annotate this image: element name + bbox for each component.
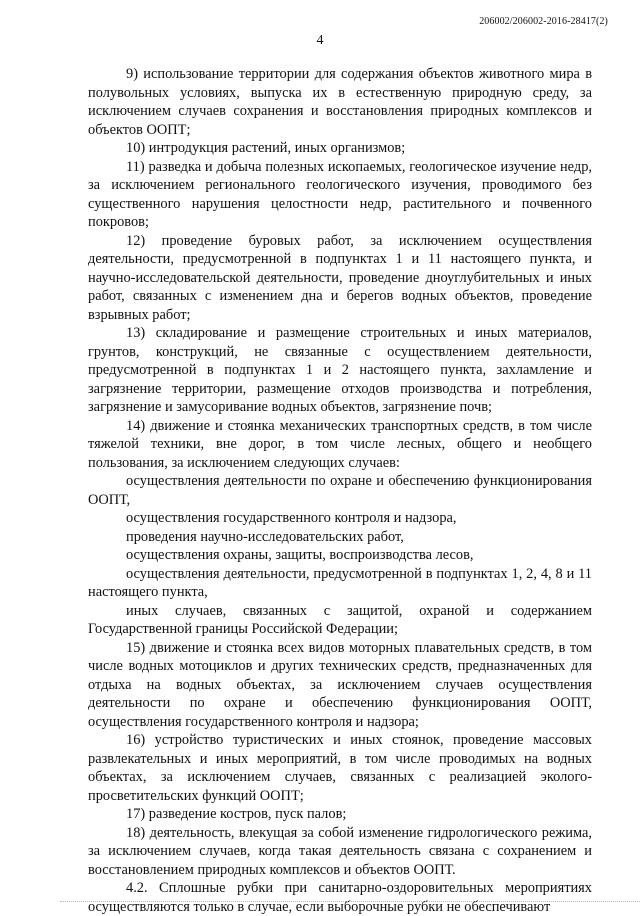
- exception-research: проведения научно-исследовательских работ,: [126, 528, 404, 545]
- exception-state-control: осуществления государственного контроля и надзора,: [126, 510, 457, 526]
- paragraph-item-11: 11) разведка и добыча полезных ископаемых, геологическое изучение недр, за исключением регионального геологического изучения, проводимого без существенного нарушения целостности недр, растительного и почвенного покровов;: [88, 158, 592, 230]
- paragraph-item-14: 14) движение и стоянка механических транспортных средств, в том числе тяжелой техники, вне дорог, в том числе лесных, общего и необщего пользования, за исключением следующих случаев:: [88, 417, 592, 471]
- paragraph-item-13: 13) складирование и размещение строительных и иных материалов, грунтов, конструкций, не связанные с осуществлением деятельности, предусмотренной в подпунктах 1 и 2 настоящего пункта, захламление и загрязнение территории, размещение отходов производства и потребления, загрязнение и замусоривание водных объектов, загрязнение почв;: [88, 325, 592, 415]
- scan-bottom-edge: [60, 901, 640, 903]
- paragraph-item-15: 15) движение и стоянка всех видов моторных плавательных средств, в том числе водных мотоциклов и других технических средств, предназначенных для отдыха на водных объектах, за исключением случаев осуществления деятельности по охране и обеспечению функционирования ООПТ, осуществления государственного контроля и надзора;: [88, 639, 592, 730]
- exception-forest-protection: осуществления охраны, защиты, воспроизводства лесов,: [126, 547, 474, 563]
- document-code: 206002/206002-2016-28417(2): [479, 16, 608, 27]
- exception-subparagraph-activities: осуществления деятельности, предусмотренной в подпунктах 1, 2, 4, 8 и 11 настоящего пункта,: [88, 565, 592, 600]
- paragraph-item-12: 12) проведение буровых работ, за исключением осуществления деятельности, предусмотренной в подпунктах 1 и 11 настоящего пункта, и научно-исследовательской деятельности, проведение дноуглубительных и иных работ, связанных с изменением дна и берегов водных объектов, проведение взрывных работ;: [88, 232, 592, 323]
- paragraph-item-16: 16) устройство туристических и иных стоянок, проведение массовых развлекательных и иных мероприятий, в том числе проводимых на водных объектах, за исключением случаев, связанных с реализацией эколого-просветительских функций ООПТ;: [88, 732, 592, 804]
- paragraph-item-10: 10) интродукция растений, иных организмов;: [126, 140, 406, 156]
- paragraph-section-4-2: 4.2. Сплошные рубки при санитарно-оздоровительных мероприятиях осуществляются только в случае, если выборочные рубки не обеспечивают: [88, 880, 592, 915]
- paragraph-item-9: 9) использование территории для содержания объектов животного мира в полувольных условиях, выпуска их в естественную природную среду, за исключением случаев сохранения и восстановления природных комплексов и объектов ООПТ;: [88, 66, 592, 138]
- paragraph-item-17: 17) разведение костров, пуск палов;: [126, 806, 347, 822]
- exception-ooopt-protection: осуществления деятельности по охране и обеспечению функционирования ООПТ,: [88, 473, 592, 508]
- document-body: [88, 65, 592, 916]
- page-number: 4: [316, 33, 324, 48]
- exception-state-border: иных случаев, связанных с защитой, охраной и содержанием Государственной границы Российской Федерации;: [88, 602, 592, 637]
- paragraph-item-18: 18) деятельность, влекущая за собой изменение гидрологического режима, за исключением случаев, когда такая деятельность связана с сохранением и восстановлением природных комплексов и объектов ООПТ.: [88, 824, 592, 878]
